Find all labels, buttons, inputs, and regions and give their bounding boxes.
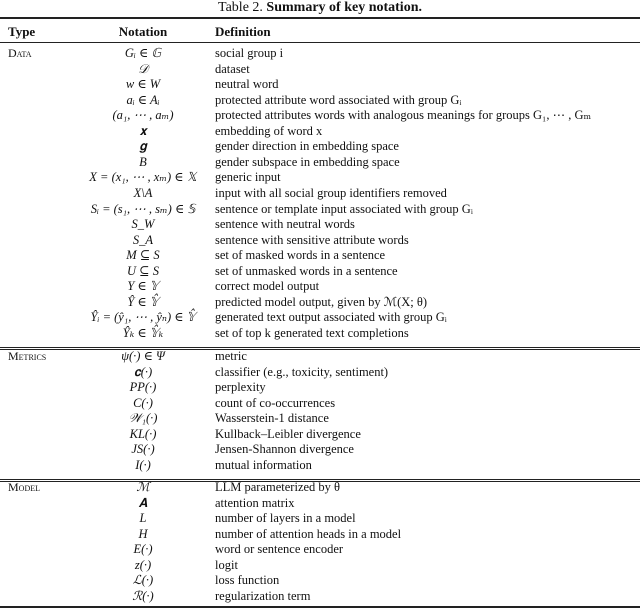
- table-row: [0, 279, 640, 295]
- table-row: [0, 93, 640, 109]
- definition-cell: social group i: [215, 46, 284, 60]
- top-rule: [0, 17, 640, 19]
- definition-cell: generic input: [215, 170, 281, 185]
- table-row: [0, 365, 640, 381]
- table-row: [0, 573, 640, 589]
- definition-cell: protected attributes words with analogous meanings for groups G₁, ⋯ , Gₘ: [215, 108, 592, 123]
- header-rule: [0, 42, 640, 43]
- notation-cell: ψ(·) ∈ Ψ: [121, 349, 165, 363]
- notation-cell: 𝒲₁(·): [128, 411, 158, 426]
- definition-cell: mutual information: [215, 457, 312, 472]
- notation-cell: 𝐠: [139, 139, 147, 154]
- table-row: [0, 411, 640, 427]
- definition-cell: sentence with neutral words: [215, 217, 355, 232]
- table-row: [0, 62, 640, 78]
- definition-cell: classifier (e.g., toxicity, sentiment): [215, 364, 389, 379]
- table-row: [0, 558, 640, 574]
- definition-cell: set of top k generated text completions: [215, 325, 409, 340]
- header-definition: Definition: [215, 24, 271, 39]
- definition-cell: number of attention heads in a model: [215, 526, 402, 541]
- definition-cell: Jensen-Shannon divergence: [215, 442, 354, 457]
- notation-cell: I(·): [135, 457, 151, 472]
- table-row: [0, 233, 640, 249]
- notation-cell: 𝐀: [138, 495, 148, 510]
- caption-text: Summary of key notation.: [266, 0, 422, 15]
- definition-cell: dataset: [215, 61, 250, 76]
- definition-cell: attention matrix: [215, 495, 295, 510]
- table-row: [0, 202, 640, 218]
- notation-cell: E(·): [133, 542, 153, 557]
- notation-cell: Sᵢ = (s₁, ⋯ , sₘ) ∈ 𝕊: [90, 201, 196, 216]
- definition-cell: predicted model output, given by ℳ(X; θ): [215, 294, 428, 309]
- notation-cell: 𝒟: [138, 61, 148, 76]
- notation-cell: 𝐱: [139, 123, 147, 138]
- table-row: [0, 458, 640, 474]
- notation-cell: PP(·): [129, 380, 157, 395]
- table-row: [0, 589, 640, 605]
- table-row: [0, 542, 640, 558]
- table-row: [0, 124, 640, 140]
- bottom-rule: [0, 606, 640, 608]
- section-type-model: Model: [8, 480, 40, 494]
- caption-prefix: Table 2.: [218, 0, 263, 15]
- table-row: [0, 349, 640, 365]
- table-row: [0, 442, 640, 458]
- definition-cell: count of co-occurrences: [215, 395, 336, 410]
- table-row: [0, 326, 640, 342]
- definition-cell: Kullback–Leibler divergence: [215, 426, 361, 441]
- section-type-data: Data: [8, 46, 32, 60]
- notation-cell: ℛ(·): [132, 588, 154, 603]
- table-row: [0, 248, 640, 264]
- table-row: [0, 77, 640, 93]
- table-row: [0, 511, 640, 527]
- notation-cell: H: [138, 526, 148, 541]
- notation-cell: S_W: [131, 217, 155, 232]
- table-row: [0, 264, 640, 280]
- table-row: [0, 217, 640, 233]
- section-type-metrics: Metrics: [8, 349, 47, 363]
- table-row: [0, 310, 640, 326]
- definition-cell: gender direction in embedding space: [215, 139, 399, 154]
- notation-cell: Y ∈ 𝕐: [127, 279, 159, 294]
- table-caption: [0, 0, 640, 16]
- notation-cell: L: [139, 511, 147, 526]
- definition-cell: logit: [215, 557, 238, 572]
- definition-cell: protected attribute word associated with group Gᵢ: [215, 92, 462, 107]
- definition-cell: neutral word: [215, 77, 279, 92]
- table-row: [0, 155, 640, 171]
- table-row: [0, 427, 640, 443]
- table-row: [0, 496, 640, 512]
- table-row: [0, 380, 640, 396]
- definition-cell: sentence with sensitive attribute words: [215, 232, 409, 247]
- notation-cell: U ⊆ S: [126, 263, 159, 278]
- notation-cell: S_A: [132, 232, 154, 247]
- table-row: [0, 480, 640, 496]
- notation-cell: Ŷᵢ = (ŷ₁, ⋯ , ŷₙ) ∈ 𝕐̂: [90, 310, 196, 325]
- notation-cell: X\A: [133, 185, 153, 200]
- table-row: [0, 139, 640, 155]
- notation-cell: X = (x₁, ⋯ , xₘ) ∈ 𝕏: [89, 170, 197, 185]
- table-row: [0, 46, 640, 62]
- definition-cell: LLM parameterized by θ: [215, 480, 341, 494]
- table-row: [0, 295, 640, 311]
- notation-cell: M ⊆ S: [126, 248, 160, 263]
- definition-cell: correct model output: [215, 279, 320, 294]
- table-row: [0, 186, 640, 202]
- definition-cell: embedding of word x: [215, 123, 323, 138]
- definition-cell: number of layers in a model: [215, 511, 356, 526]
- definition-cell: set of unmasked words in a sentence: [215, 263, 398, 278]
- definition-cell: gender subspace in embedding space: [215, 154, 400, 169]
- notation-cell: ℒ(·): [132, 573, 154, 588]
- notation-cell: (a₁, ⋯ , aₘ): [112, 108, 174, 123]
- notation-cell: Ŷₖ ∈ 𝕐̂ₖ: [122, 325, 164, 340]
- notation-cell: KL(·): [129, 426, 157, 441]
- table-row: [0, 170, 640, 186]
- definition-cell: loss function: [215, 573, 280, 588]
- notation-cell: JS(·): [131, 442, 155, 457]
- definition-cell: sentence or template input associated with group Gᵢ: [215, 201, 473, 216]
- table-row: [0, 396, 640, 412]
- notation-cell: w ∈ W: [125, 77, 161, 92]
- definition-cell: set of masked words in a sentence: [215, 248, 386, 263]
- notation-cell: B: [139, 154, 147, 169]
- notation-cell: Ŷ ∈ 𝕐̂: [127, 294, 159, 309]
- header-notation: Notation: [118, 24, 168, 39]
- notation-cell: ℳ: [136, 480, 150, 494]
- notation-cell: z(·): [134, 557, 152, 572]
- notation-cell: Gᵢ ∈ 𝔾: [124, 46, 162, 60]
- table-row: [0, 108, 640, 124]
- table-row: [0, 527, 640, 543]
- notation-cell: C(·): [133, 395, 153, 410]
- definition-cell: perplexity: [215, 380, 266, 395]
- definition-cell: metric: [215, 349, 247, 363]
- header-type: Type: [8, 24, 36, 39]
- notation-cell: aᵢ ∈ Aᵢ: [126, 92, 160, 107]
- definition-cell: Wasserstein-1 distance: [215, 411, 329, 426]
- definition-cell: regularization term: [215, 588, 311, 603]
- definition-cell: generated text output associated with group Gᵢ: [215, 310, 447, 325]
- definition-cell: input with all social group identifiers removed: [215, 185, 447, 200]
- definition-cell: word or sentence encoder: [215, 542, 344, 557]
- notation-cell: 𝐜(·): [133, 364, 153, 379]
